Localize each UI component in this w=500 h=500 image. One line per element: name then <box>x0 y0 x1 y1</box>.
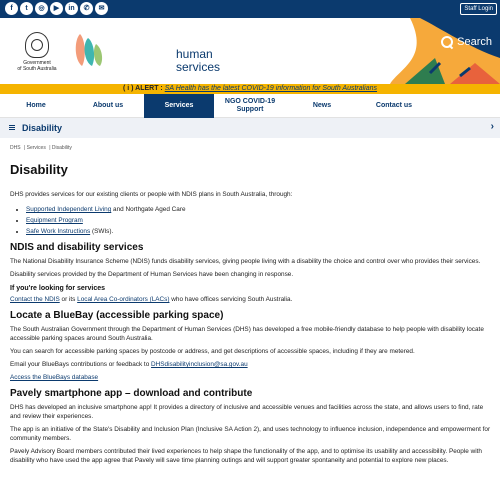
bluebay-email-link[interactable]: DHSdisabilityinclusion@sa.gov.au <box>151 361 248 368</box>
page-title: Disability <box>10 162 68 177</box>
header-decoration <box>390 18 500 84</box>
supported-independent-living-link[interactable]: Supported Independent Living <box>26 206 112 213</box>
equipment-program-link[interactable]: Equipment Program <box>26 217 83 224</box>
pavely-paragraph-2: The app is an initiative of the State's Disability and Inclusion Plan (Inclusive SA Action 2), and uses technology to influence inclusion, independence and empowerment for community members. <box>10 426 491 442</box>
bluebay-paragraph-4 <box>10 373 492 382</box>
pavely-paragraph-3: Pavely Advisory Board members contributed their lived experiences to help shape the functionality of the app, and to optimise its usability and accessibility. People with disability who have used the app agree that Pavely will save time planning outings and will support greater spontaneity and potential to explore new places. <box>10 448 482 464</box>
twitter-icon[interactable]: t <box>20 2 33 15</box>
safe-work-instructions-link[interactable]: Safe Work Instructions <box>26 228 91 235</box>
youtube-icon[interactable]: ▶ <box>50 2 63 15</box>
nav-news[interactable]: News <box>312 102 332 109</box>
human-services-logo-icon <box>72 30 106 70</box>
breadcrumb <box>10 144 492 153</box>
social-links <box>5 2 108 15</box>
phone-icon[interactable]: ✆ <box>80 2 93 15</box>
main-content <box>10 141 492 469</box>
pavely-heading: Pavely smartphone app – download and contribute <box>10 388 253 399</box>
list-item <box>26 216 492 225</box>
staff-login-button[interactable]: Staff Login <box>460 3 497 15</box>
nav-home[interactable]: Home <box>26 102 46 109</box>
ndis-contact-paragraph: Contact the NDIS or its Local Area Co-ordinators (LACs) who have offices servicing South Australia. <box>10 296 293 303</box>
list-item: • Supported Independent Living and Northgate Aged Care <box>26 205 492 214</box>
alert-link[interactable]: SA Health has the latest COVID-19 information for South Australians <box>164 85 378 92</box>
intro-text: DHS provides services for our existing clients or people with NDIS plans in South Australia, through: <box>10 191 293 198</box>
ndis-paragraph-1: The National Disability Insurance Scheme (NDIS) funds disability services, giving people living with a disability the choice and control over who provides their services. <box>10 258 481 265</box>
email-icon[interactable]: ✉ <box>95 2 108 15</box>
list-item: • Safe Work Instructions (SWIs). <box>26 227 492 236</box>
facebook-icon[interactable]: f <box>5 2 18 15</box>
instagram-icon[interactable]: ◎ <box>35 2 48 15</box>
ndis-paragraph-2: Disability services provided by the Department of Human Services have been changing in response. <box>10 271 294 278</box>
looking-for-services-heading: If you're looking for services <box>10 285 106 292</box>
bluebay-heading: Locate a BlueBay (accessible parking space) <box>10 310 224 321</box>
bluebay-paragraph-3: Email your BlueBays contributions or feedback to DHSdisabilityinclusion@sa.gov.au <box>10 361 248 368</box>
human-services-logo[interactable] <box>72 30 221 74</box>
contact-ndis-link[interactable]: Contact the NDIS <box>10 296 60 303</box>
main-nav <box>0 94 500 118</box>
breadcrumb-dhs[interactable]: DHS <box>10 145 21 151</box>
breadcrumb-disability: | Disability <box>49 145 72 151</box>
nav-contact-us[interactable]: Contact us <box>375 102 413 109</box>
linkedin-icon[interactable]: in <box>65 2 78 15</box>
bluebays-database-link[interactable]: Access the BlueBays database <box>10 374 99 381</box>
pavely-paragraph-1: DHS has developed an inclusive smartphone app! It provides a directory of inclusive and accessible venues and facilities across the state, and allows users to find, rate and review their experiences. <box>10 404 484 420</box>
chevron-right-icon[interactable]: › <box>490 121 494 132</box>
alert-prefix: ( i ) ALERT : <box>122 85 163 92</box>
government-logo[interactable] <box>12 32 62 72</box>
search-button[interactable] <box>441 36 492 48</box>
site-header <box>0 18 500 84</box>
hamburger-menu-icon[interactable] <box>9 125 15 130</box>
bluebay-paragraph-2: You can search for accessible parking spaces by postcode or address, and get descriptions of accessible spaces, including if they are metered. <box>10 348 415 355</box>
bluebay-paragraph-1: The South Australian Government through the Department of Human Services (DHS) has developed a free mobile-friendly database to help people with disability locate accessible parking spaces around South Australia. <box>10 326 484 342</box>
section-menu-bar[interactable] <box>0 118 500 138</box>
search-icon <box>441 36 453 48</box>
gov-text: Government of South Australia <box>17 60 57 72</box>
crest-icon <box>25 32 49 58</box>
nav-ngo-covid-support[interactable]: NGO COVID-19 Support <box>224 98 276 113</box>
brand-text: human services <box>176 47 221 74</box>
services-list <box>26 205 492 236</box>
lac-link[interactable]: Local Area Co-ordinators (LACs) <box>77 296 170 303</box>
top-bar <box>0 0 500 18</box>
search-label: Search <box>457 36 492 48</box>
nav-about-us[interactable]: About us <box>92 102 124 109</box>
ndis-heading: NDIS and disability services <box>10 242 144 253</box>
breadcrumb-services[interactable]: | Services <box>23 145 46 151</box>
section-title: Disability <box>22 123 63 133</box>
alert-banner <box>0 84 500 94</box>
nav-services[interactable]: Services <box>144 94 214 118</box>
